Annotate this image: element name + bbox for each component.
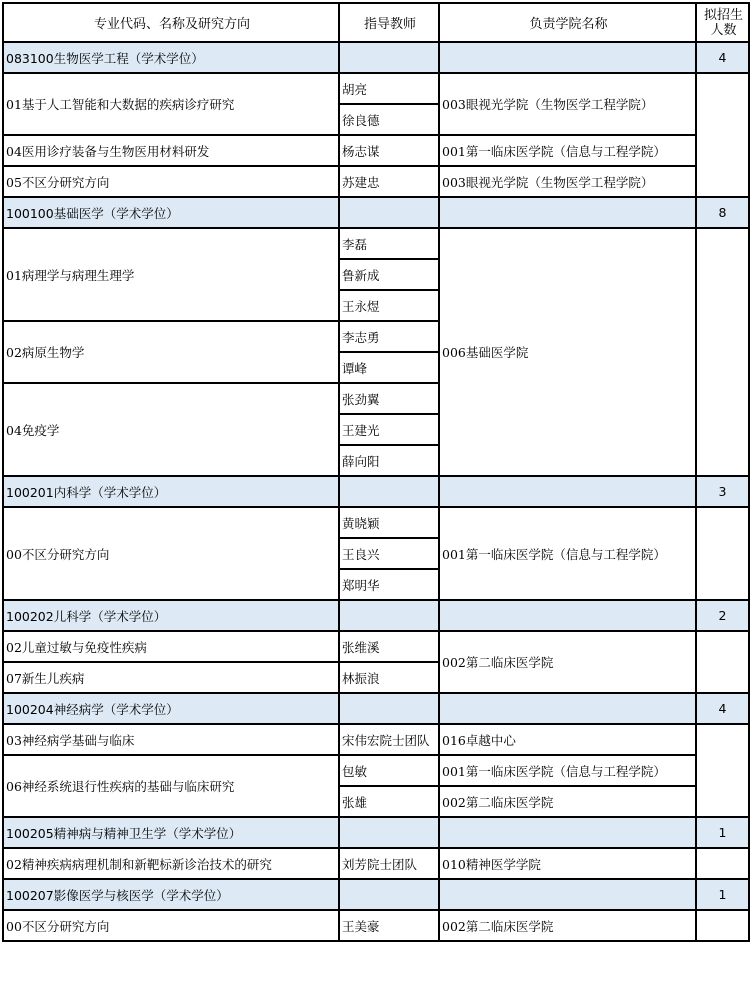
section-supervisor-empty <box>339 600 439 631</box>
supervisor: 薛向阳 <box>339 445 439 476</box>
quota-empty <box>696 910 749 941</box>
supervisor: 张雄 <box>339 786 439 817</box>
direction: 02儿童过敏与免疫性疾病 <box>3 631 339 662</box>
section-row <box>3 42 749 73</box>
direction: 02病原生物学 <box>3 321 339 383</box>
college: 001第一临床医学院（信息与工程学院） <box>439 507 696 600</box>
direction: 04免疫学 <box>3 383 339 476</box>
college: 002第二临床医学院 <box>439 910 696 941</box>
supervisor: 王建光 <box>339 414 439 445</box>
section-title: 100201内科学（学术学位） <box>3 476 339 507</box>
section-college-empty <box>439 42 696 73</box>
supervisor: 林振浪 <box>339 662 439 693</box>
college: 002第二临床医学院 <box>439 786 696 817</box>
supervisor: 包敏 <box>339 755 439 786</box>
college: 001第一临床医学院（信息与工程学院） <box>439 755 696 786</box>
section-quota: 1 <box>696 879 749 910</box>
college: 016卓越中心 <box>439 724 696 755</box>
supervisor: 张维溪 <box>339 631 439 662</box>
direction: 06神经系统退行性疾病的基础与临床研究 <box>3 755 339 817</box>
direction: 07新生儿疾病 <box>3 662 339 693</box>
section-title: 100202儿科学（学术学位） <box>3 600 339 631</box>
direction: 00不区分研究方向 <box>3 507 339 600</box>
direction: 02精神疾病病理机制和新靶标新诊治技术的研究 <box>3 848 339 879</box>
header-college: 负责学院名称 <box>439 3 696 42</box>
section-row <box>3 476 749 507</box>
supervisor: 徐良德 <box>339 104 439 135</box>
direction: 01基于人工智能和大数据的疾病诊疗研究 <box>3 73 339 135</box>
quota-empty <box>696 73 749 197</box>
section-college-empty <box>439 817 696 848</box>
section-quota: 8 <box>696 197 749 228</box>
table-row <box>3 135 749 166</box>
section-college-empty <box>439 197 696 228</box>
direction: 04医用诊疗装备与生物医用材料研发 <box>3 135 339 166</box>
section-supervisor-empty <box>339 693 439 724</box>
direction: 00不区分研究方向 <box>3 910 339 941</box>
college: 003眼视光学院（生物医学工程学院） <box>439 73 696 135</box>
section-title: 100207影像医学与核医学（学术学位） <box>3 879 339 910</box>
supervisor: 王永煜 <box>339 290 439 321</box>
section-college-empty <box>439 693 696 724</box>
supervisor: 王美豪 <box>339 910 439 941</box>
section-title: 100205精神病与精神卫生学（学术学位） <box>3 817 339 848</box>
table-row <box>3 848 749 879</box>
direction: 01病理学与病理生理学 <box>3 228 339 321</box>
header-major: 专业代码、名称及研究方向 <box>3 3 339 42</box>
quota-empty <box>696 848 749 879</box>
section-college-empty <box>439 600 696 631</box>
section-college-empty <box>439 476 696 507</box>
table-row <box>3 910 749 941</box>
supervisor: 李志勇 <box>339 321 439 352</box>
section-row <box>3 197 749 228</box>
section-quota: 2 <box>696 600 749 631</box>
header-quota: 拟招生人数 <box>696 3 749 42</box>
college: 010精神医学学院 <box>439 848 696 879</box>
supervisor: 王良兴 <box>339 538 439 569</box>
supervisor: 胡亮 <box>339 73 439 104</box>
section-row <box>3 600 749 631</box>
section-supervisor-empty <box>339 42 439 73</box>
section-supervisor-empty <box>339 197 439 228</box>
header-row <box>3 3 749 42</box>
section-quota: 3 <box>696 476 749 507</box>
section-quota: 1 <box>696 817 749 848</box>
college: 001第一临床医学院（信息与工程学院） <box>439 135 696 166</box>
supervisor: 张劲翼 <box>339 383 439 414</box>
college: 002第二临床医学院 <box>439 631 696 693</box>
table-row <box>3 73 749 104</box>
supervisor: 苏建忠 <box>339 166 439 197</box>
supervisor: 李磊 <box>339 228 439 259</box>
section-title: 100100基础医学（学术学位） <box>3 197 339 228</box>
section-quota: 4 <box>696 693 749 724</box>
supervisor: 谭峰 <box>339 352 439 383</box>
section-row <box>3 693 749 724</box>
quota-empty <box>696 631 749 693</box>
supervisor: 鲁新成 <box>339 259 439 290</box>
supervisor: 杨志谋 <box>339 135 439 166</box>
header-supervisor: 指导教师 <box>339 3 439 42</box>
table-row <box>3 228 749 259</box>
supervisor: 黄晓颖 <box>339 507 439 538</box>
college: 006基础医学院 <box>439 228 696 476</box>
section-title: 083100生物医学工程（学术学位） <box>3 42 339 73</box>
section-row <box>3 817 749 848</box>
quota-empty <box>696 228 749 476</box>
supervisor: 郑明华 <box>339 569 439 600</box>
quota-empty <box>696 507 749 600</box>
table-row <box>3 724 749 755</box>
supervisor: 刘芳院士团队 <box>339 848 439 879</box>
table-row <box>3 166 749 197</box>
section-supervisor-empty <box>339 476 439 507</box>
section-college-empty <box>439 879 696 910</box>
quota-empty <box>696 724 749 817</box>
table-row <box>3 507 749 538</box>
college: 003眼视光学院（生物医学工程学院） <box>439 166 696 197</box>
direction: 03神经病学基础与临床 <box>3 724 339 755</box>
section-quota: 4 <box>696 42 749 73</box>
table-row <box>3 755 749 786</box>
table-row <box>3 631 749 662</box>
section-supervisor-empty <box>339 817 439 848</box>
direction: 05不区分研究方向 <box>3 166 339 197</box>
supervisor: 宋伟宏院士团队 <box>339 724 439 755</box>
enrollment-table <box>2 2 750 942</box>
section-title: 100204神经病学（学术学位） <box>3 693 339 724</box>
section-row <box>3 879 749 910</box>
section-supervisor-empty <box>339 879 439 910</box>
